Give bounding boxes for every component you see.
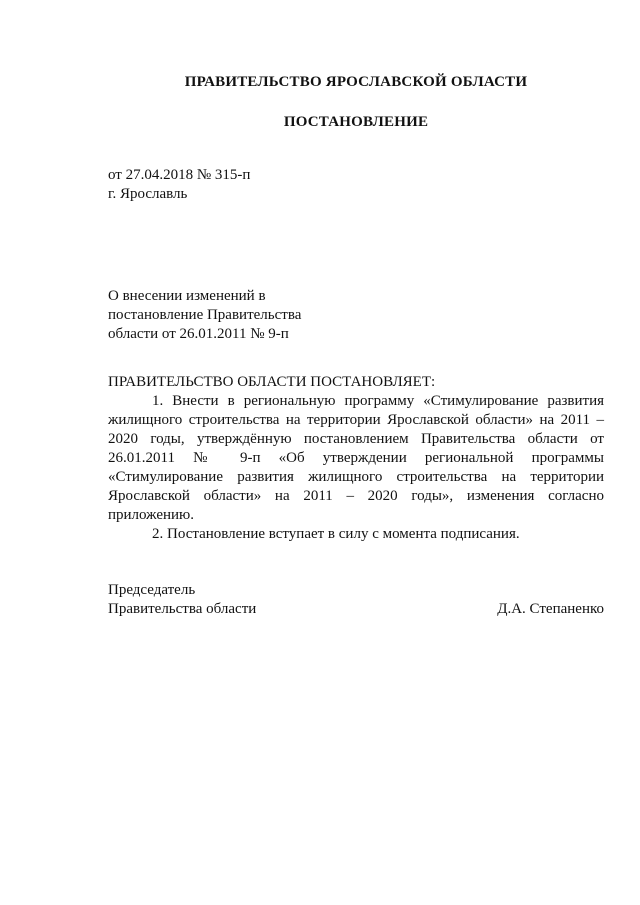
paragraph-2: 2. Постановление вступает в силу с момента подписания.: [152, 526, 520, 542]
signatory-name: Д.А. Степаненко: [497, 601, 604, 617]
signature-position-line-2: Правительства области: [108, 601, 257, 617]
signature-block: [108, 581, 604, 619]
subject-block: [108, 287, 301, 344]
preamble: ПРАВИТЕЛЬСТВО ОБЛАСТИ ПОСТАНОВЛЯЕТ:: [108, 374, 436, 390]
signature-row: [108, 600, 604, 619]
signature-position-line-1: Председатель: [108, 582, 196, 598]
paragraph-1: 1. Внести в региональную программу «Стимулирование развития жилищного строительства на территории Ярославской области» на 2011 – 2020 годы, утверждённую постановлением Правительства области от 26.01.2011 № 9-п «Об утверждении региональной программы «Стимулирование развития жилищного строительства на территории Ярославской области» на 2011 – 2020 годы», изменения согласно приложению.: [108, 393, 604, 523]
document-type-title: ПОСТАНОВЛЕНИЕ: [283, 114, 429, 130]
date-number-block: [108, 166, 250, 204]
subject-line-2: постановление Правительства: [108, 307, 302, 323]
subject-line-3: области от 26.01.2011 № 9-п: [108, 326, 289, 342]
subject-line-1: О внесении изменений в: [108, 288, 266, 304]
city: г. Ярославль: [108, 186, 188, 202]
date-number: от 27.04.2018 № 315-п: [108, 167, 251, 183]
organization-title: ПРАВИТЕЛЬСТВО ЯРОСЛАВСКОЙ ОБЛАСТИ: [184, 74, 528, 90]
body-block: [108, 373, 604, 544]
